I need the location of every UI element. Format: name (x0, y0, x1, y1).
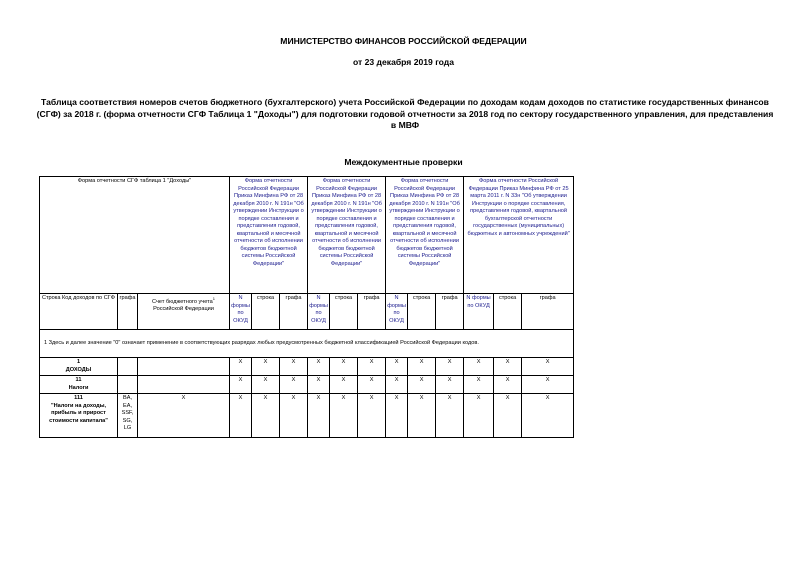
form-header-4: Форма отчетности Российской Федерации Приказ Минфина РФ от 25 марта 2011 г. N 33н "Об утверждении Инструкции о порядке составления, представления годовой, квартальной бухгалтерской отчетности государственных (муниципальных) бюджетных и автономных учреждений" (464, 177, 574, 294)
table-cell: X (494, 394, 522, 438)
table-cell: X (330, 376, 358, 394)
footnote-row (40, 330, 574, 358)
account-header: Счет бюджетного учета$^1$ Российской Федерации (138, 294, 230, 330)
table-cell: X (408, 358, 436, 376)
okud-header: N формы по ОКУД (464, 294, 494, 330)
sgf-form-header: Форма отчетности СГФ таблица 1 "Доходы" (40, 177, 230, 294)
form-header-3: Форма отчетности Российской Федерации Приказ Минфина РФ от 28 декабря 2010 г. N 191н "Об утверждении Инструкции о порядке составления и представления годовой, квартальной и месячной отчетности об исполнении бюджетов бюджетной системы Российской Федерации" (386, 177, 464, 294)
table-cell: X (230, 376, 252, 394)
grafa-cell (118, 358, 138, 376)
table-cell: X (252, 376, 280, 394)
table-row (40, 376, 574, 394)
table-cell: X (386, 394, 408, 438)
account-cell (138, 376, 230, 394)
table-cell: X (436, 358, 464, 376)
table-cell: X (280, 394, 308, 438)
table-cell: X (308, 376, 330, 394)
table-cell: X (308, 394, 330, 438)
sub-header-row (40, 294, 574, 330)
account-cell: X (138, 394, 230, 438)
table-cell: X (386, 358, 408, 376)
table-row (40, 394, 574, 438)
table-cell: X (230, 358, 252, 376)
table-cell: X (408, 394, 436, 438)
row-code-header: Строка Код доходов по СГФ (40, 294, 118, 330)
grafa-header: графа (522, 294, 574, 330)
table-cell: X (252, 358, 280, 376)
grafa-cell (118, 376, 138, 394)
ministry-heading: МИНИСТЕРСТВО ФИНАНСОВ РОССИЙСКОЙ ФЕДЕРАЦИИ (280, 36, 527, 46)
okud-header: N формы по ОКУД (230, 294, 252, 330)
grafa-header: графа (280, 294, 308, 330)
group-header-row (40, 177, 574, 294)
table-cell: X (494, 358, 522, 376)
row-code-cell: 11 Налоги (40, 376, 118, 394)
table-cell: X (358, 376, 386, 394)
table-cell: X (522, 358, 574, 376)
table-cell: X (330, 358, 358, 376)
correspondence-table (39, 176, 574, 438)
form-header-1: Форма отчетности Российской Федерации Приказ Минфина РФ от 28 декабря 2010 г. N 191н "Об утверждении Инструкции о порядке составления и представления годовой, квартальной и месячной отчетности об исполнении бюджетов бюджетной системы Российской Федерации" (230, 177, 308, 294)
document-title: Таблица соответствия номеров счетов бюджетного (бухгалтерского) учета Российской Федерации по доходам кодам доходов по статистике государственных финансов (СГФ) за 2018 г. (форма отчетности СГФ Таблица 1 "Доходы") для подготовки годовой отчетности за 2018 год по сектору государственного управления, для представления в МВФ (36, 97, 774, 130)
row-code-cell: 111 "Налоги на доходы, прибыль и прирост стоимости капитала" (40, 394, 118, 438)
table-cell: X (436, 376, 464, 394)
table-cell: X (464, 358, 494, 376)
table-cell: X (358, 358, 386, 376)
grafa-cell: BA, EA, SSF, SG, LG (118, 394, 138, 438)
date-heading: от 23 декабря 2019 года (352, 57, 455, 67)
table-cell: X (358, 394, 386, 438)
stroka-header: строка (494, 294, 522, 330)
table-cell: X (308, 358, 330, 376)
row-code-cell: 1 ДОХОДЫ (40, 358, 118, 376)
stroka-header: строка (330, 294, 358, 330)
section-heading: Междокументные проверки (344, 157, 463, 167)
table-row (40, 358, 574, 376)
table-cell: X (252, 394, 280, 438)
table-cell: X (280, 358, 308, 376)
form-header-2: Форма отчетности Российской Федерации Приказ Минфина РФ от 28 декабря 2010 г. N 191н "Об утверждении Инструкции о порядке составления и представления годовой, квартальной и месячной отчетности об исполнении бюджетов бюджетной системы Российской Федерации" (308, 177, 386, 294)
table-cell: X (280, 376, 308, 394)
stroka-header: строка (252, 294, 280, 330)
table-cell: X (522, 376, 574, 394)
stroka-header: строка (408, 294, 436, 330)
grafa-header: графа (358, 294, 386, 330)
footnote-text: 1 Здесь и далее значение "0" означает применение в соответствующих разрядах любых предусмотренных бюджетной классификацией Российской Федерации кодов. (40, 330, 574, 358)
table-cell: X (464, 394, 494, 438)
table-cell: X (464, 376, 494, 394)
okud-header: N формы по ОКУД (386, 294, 408, 330)
table-cell: X (522, 394, 574, 438)
grafa-header: графа (118, 294, 138, 330)
account-cell (138, 358, 230, 376)
table-cell: X (386, 376, 408, 394)
table-cell: X (494, 376, 522, 394)
table-cell: X (230, 394, 252, 438)
grafa-header: графа (436, 294, 464, 330)
table-cell: X (408, 376, 436, 394)
table-cell: X (330, 394, 358, 438)
okud-header: N формы по ОКУД (308, 294, 330, 330)
table-cell: X (436, 394, 464, 438)
